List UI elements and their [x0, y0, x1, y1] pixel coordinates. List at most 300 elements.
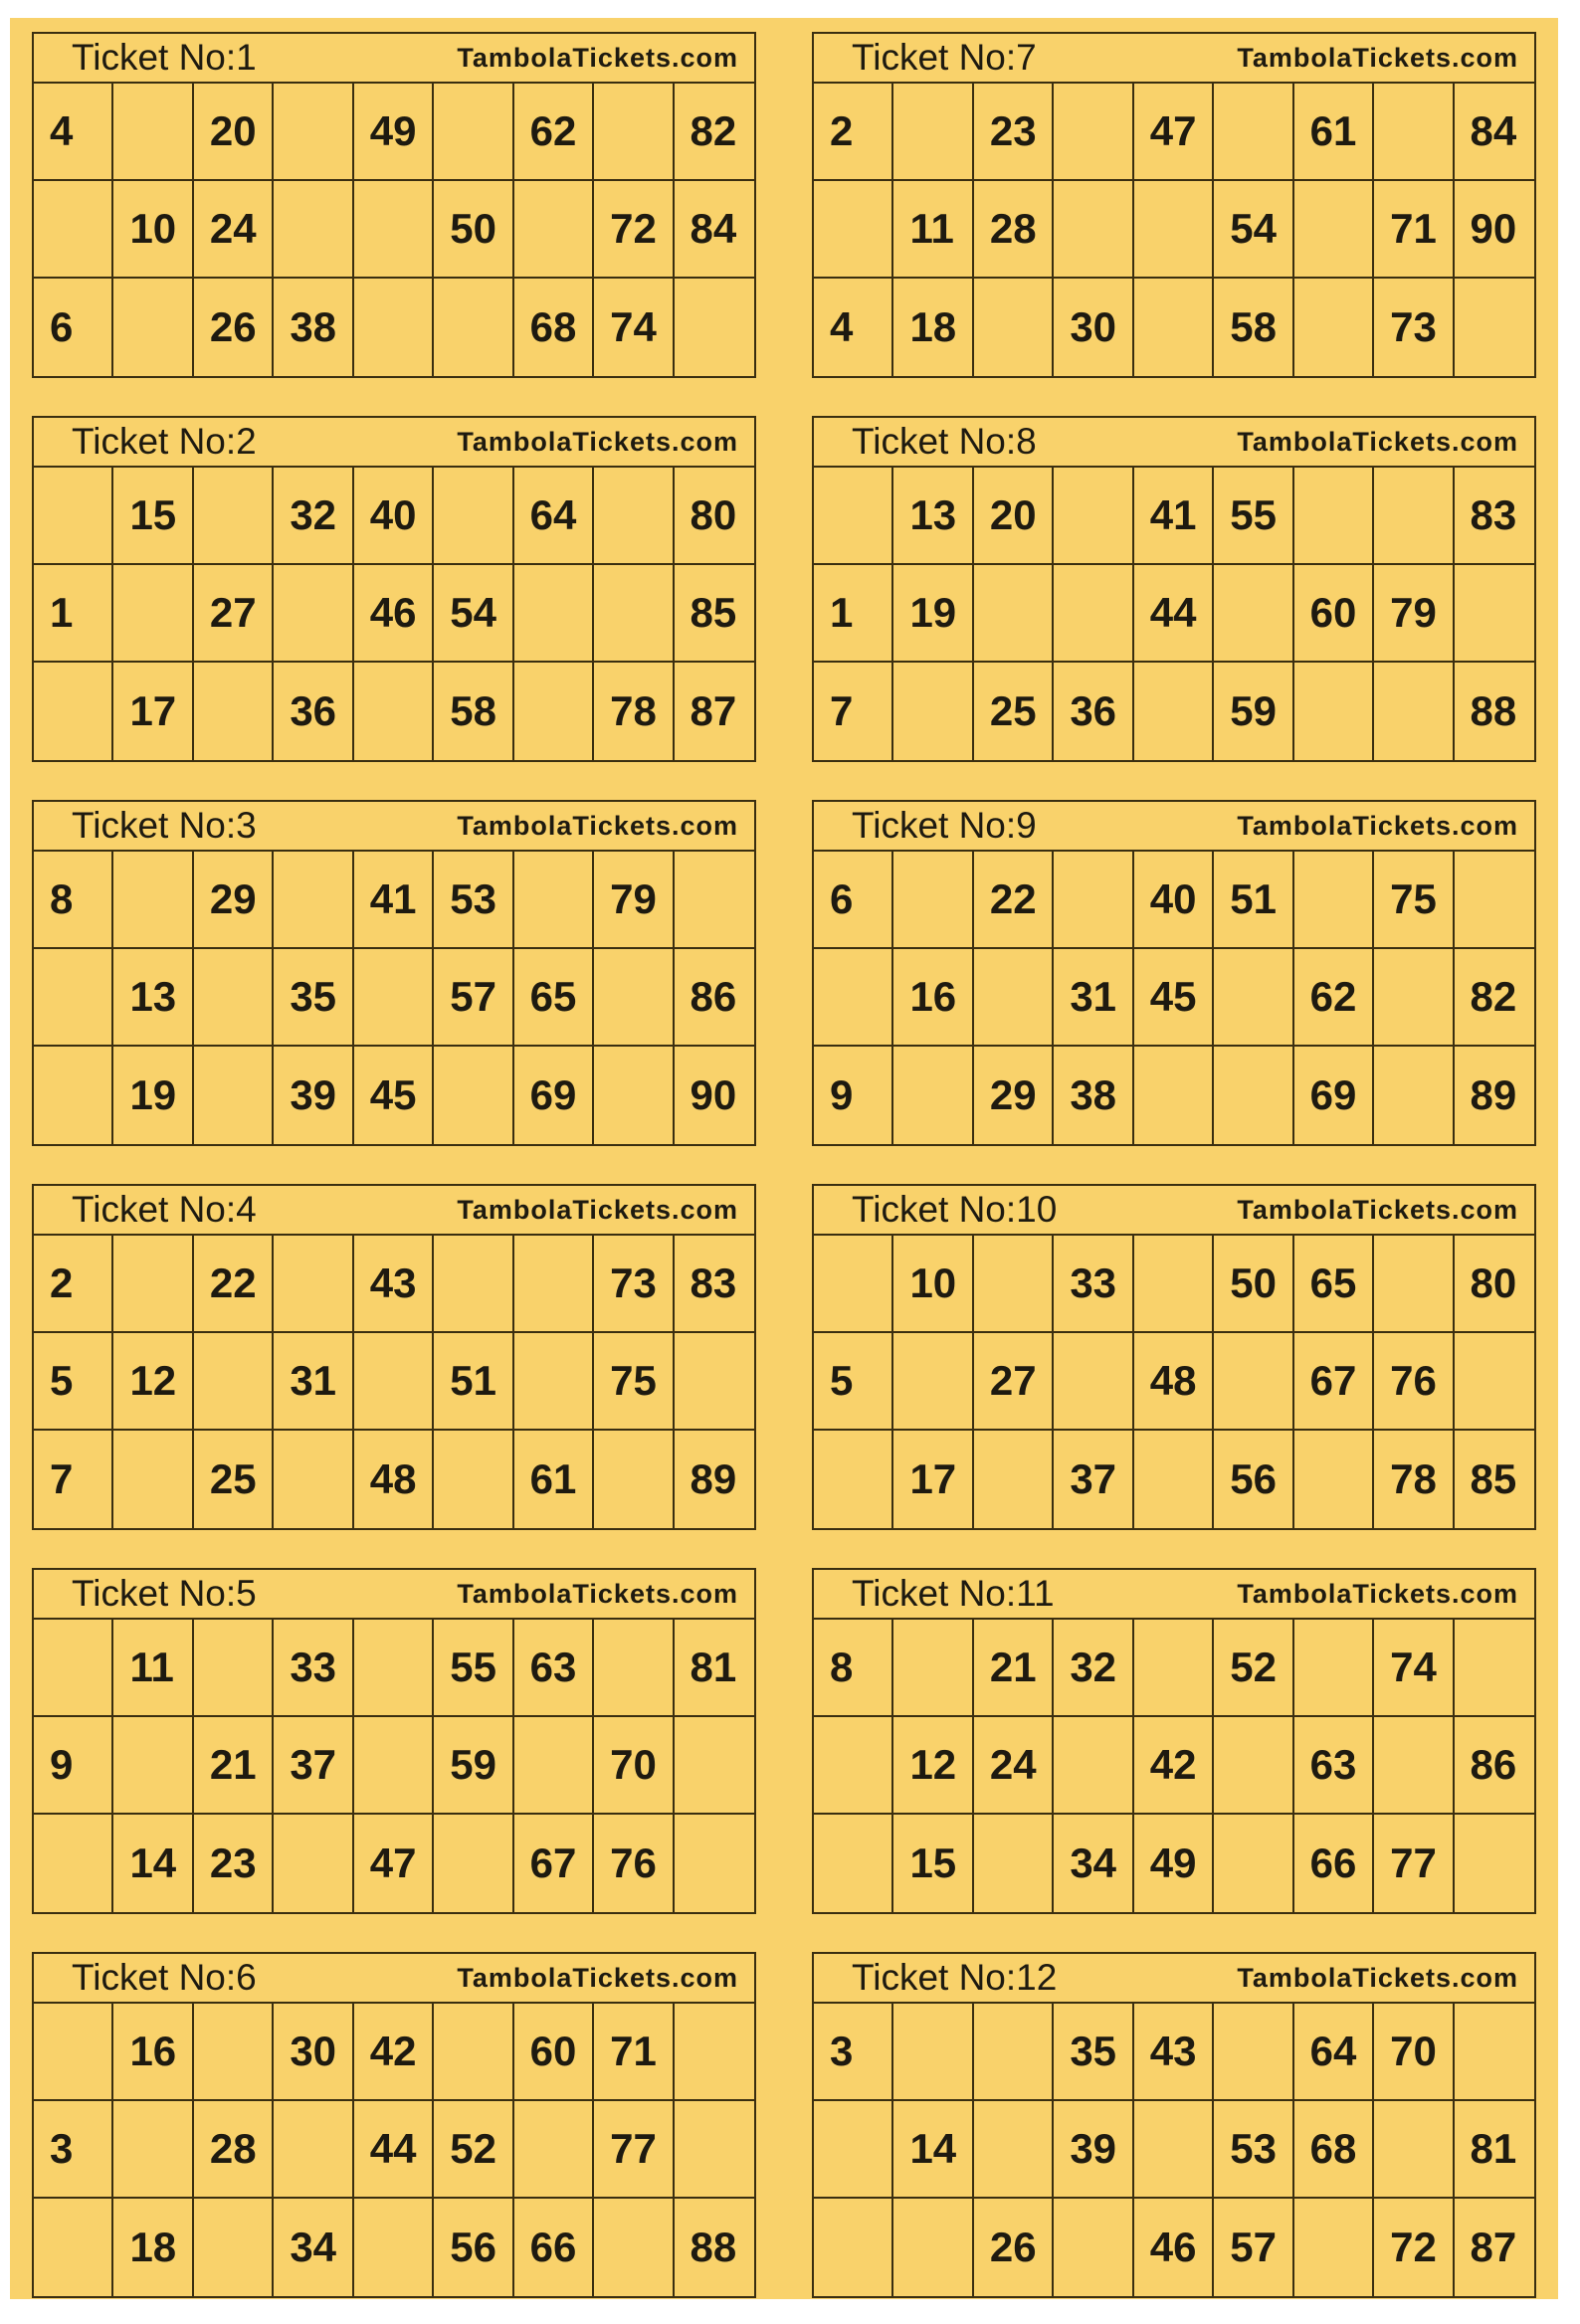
ticket-cell-empty: [354, 663, 434, 760]
ticket-cell-number: 49: [1134, 1815, 1214, 1912]
ticket-cell-number: 26: [194, 279, 274, 376]
ticket-cell-number: 49: [354, 84, 434, 181]
ticket-cell-empty: [1214, 1815, 1293, 1912]
ticket-cell-empty: [354, 949, 434, 1047]
ticket-cell-number: 30: [1054, 279, 1133, 376]
ticket-cell-number: 85: [675, 565, 754, 663]
ticket-cell-empty: [1134, 1620, 1214, 1717]
ticket-cell-empty: [1214, 949, 1293, 1047]
ticket-cell-number: 17: [893, 1431, 973, 1528]
ticket-cell-empty: [194, 2004, 274, 2101]
ticket-cell-number: 11: [893, 181, 973, 279]
ticket-cell-number: 78: [594, 663, 674, 760]
ticket-cell-number: 81: [1455, 2101, 1534, 2199]
ticket-header: [34, 34, 754, 84]
ticket-cell-number: 77: [1374, 1815, 1454, 1912]
ticket-cell-number: 66: [514, 2199, 594, 2296]
ticket-number-grid: [814, 84, 1534, 376]
ticket-cell-number: 84: [1455, 84, 1534, 181]
ticket-cell-empty: [675, 852, 754, 949]
ticket-cell-number: 1: [34, 565, 113, 663]
ticket-cell-empty: [354, 181, 434, 279]
ticket-cell-empty: [1374, 2101, 1454, 2199]
ticket-cell-empty: [1054, 181, 1133, 279]
ticket-cell-empty: [514, 1236, 594, 1333]
ticket-sheet: [10, 18, 1558, 2299]
ticket-cell-number: 10: [893, 1236, 973, 1333]
ticket-card: [812, 800, 1536, 1146]
ticket-cell-number: 16: [893, 949, 973, 1047]
ticket-cell-number: 68: [1294, 2101, 1374, 2199]
ticket-cell-number: 74: [594, 279, 674, 376]
ticket-cell-number: 87: [690, 687, 737, 734]
ticket-cell-number: 62: [514, 84, 594, 181]
ticket-cell-number: 83: [675, 1236, 754, 1333]
ticket-cell-empty: [1054, 2199, 1133, 2296]
ticket-cell-number: 61: [1294, 84, 1374, 181]
ticket-cell-empty: [1374, 1047, 1454, 1144]
site-watermark-label: TambolaTickets.com: [1237, 810, 1518, 841]
ticket-cell-number: 10: [113, 181, 193, 279]
ticket-cell-empty: [514, 663, 594, 760]
ticket-cell-number: 43: [354, 1236, 434, 1333]
ticket-card: [812, 416, 1536, 762]
ticket-cell-number: 61: [514, 1431, 594, 1528]
ticket-cell-empty: [594, 2199, 674, 2296]
ticket-cell-empty: [1294, 279, 1374, 376]
ticket-cell-number: 54: [1214, 181, 1293, 279]
ticket-cell-empty: [1214, 1047, 1293, 1144]
ticket-cell-empty: [34, 1620, 113, 1717]
ticket-number-label: Ticket No:5: [72, 1573, 257, 1614]
ticket-cell-number: 23: [194, 1815, 274, 1912]
ticket-cell-number: 29: [974, 1047, 1054, 1144]
ticket-cell-empty: [1134, 663, 1214, 760]
ticket-header: [34, 1186, 754, 1236]
ticket-cell-empty: [274, 1815, 353, 1912]
ticket-cell-number: 57: [434, 949, 513, 1047]
ticket-cell-number: 43: [1134, 2004, 1214, 2101]
ticket-cell-number: 24: [974, 1717, 1054, 1815]
ticket-cell-number: 44: [354, 2101, 434, 2199]
ticket-cell-number: 64: [1294, 2004, 1374, 2101]
ticket-cell-number: 35: [1054, 2004, 1133, 2101]
ticket-cell-number: 86: [675, 949, 754, 1047]
ticket-cell-empty: [1054, 852, 1133, 949]
ticket-cell-empty: [1455, 2004, 1534, 2101]
ticket-cell-number: 88: [690, 2224, 737, 2270]
ticket-cell-number: 72: [594, 181, 674, 279]
ticket-cell-empty: [354, 1717, 434, 1815]
ticket-cell-empty: [1134, 2101, 1214, 2199]
ticket-cell-number: 79: [594, 852, 674, 949]
ticket-cell-number: 40: [354, 468, 434, 565]
ticket-number-label: Ticket No:4: [72, 1189, 257, 1230]
ticket-cell-empty: [274, 1431, 353, 1528]
ticket-cell-empty: [675, 1717, 754, 1815]
ticket-cell-number: 63: [1294, 1717, 1374, 1815]
ticket-cell-number: 5: [814, 1333, 893, 1431]
ticket-cell-number: 55: [434, 1620, 513, 1717]
ticket-cell-empty: [1214, 1717, 1293, 1815]
ticket-cell-number: 71: [1374, 181, 1454, 279]
ticket-cell-number: 85: [1470, 1455, 1517, 1502]
ticket-number-label: Ticket No:12: [852, 1957, 1058, 1998]
ticket-cell-empty: [974, 565, 1054, 663]
ticket-cell-number: 53: [1214, 2101, 1293, 2199]
site-watermark-label: TambolaTickets.com: [457, 810, 738, 841]
ticket-cell-empty: [675, 1815, 754, 1912]
ticket-cell-number: 75: [1374, 852, 1454, 949]
ticket-cell-number: 34: [1054, 1815, 1133, 1912]
ticket-cell-empty: [1294, 1620, 1374, 1717]
ticket-cell-empty: [194, 2199, 274, 2296]
ticket-cell-number: 76: [1374, 1333, 1454, 1431]
ticket-cell-number: 70: [1374, 2004, 1454, 2101]
site-watermark-label: TambolaTickets.com: [1237, 1194, 1518, 1225]
ticket-cell-number: 17: [113, 663, 193, 760]
ticket-cell-empty: [194, 1047, 274, 1144]
ticket-cell-empty: [594, 565, 674, 663]
ticket-cell-number: 20: [974, 468, 1054, 565]
ticket-cell-empty: [893, 2004, 973, 2101]
ticket-cell-empty: [1374, 663, 1454, 760]
ticket-cell-empty: [974, 1431, 1054, 1528]
ticket-cell-number: 2: [814, 84, 893, 181]
ticket-cell-number: 15: [113, 468, 193, 565]
ticket-number-grid: [34, 1620, 754, 1912]
ticket-cell-empty: [113, 84, 193, 181]
site-watermark-label: TambolaTickets.com: [1237, 1962, 1518, 1993]
ticket-cell-empty: [594, 1620, 674, 1717]
ticket-cell-empty: [434, 1047, 513, 1144]
ticket-header: [814, 34, 1534, 84]
ticket-cell-number: 37: [1054, 1431, 1133, 1528]
ticket-cell-number: 31: [274, 1333, 353, 1431]
ticket-cell-empty: [893, 2199, 973, 2296]
ticket-cell-number: 33: [274, 1620, 353, 1717]
ticket-cell-empty: [113, 1236, 193, 1333]
ticket-card: [32, 1184, 756, 1530]
ticket-cell-empty: [1214, 2004, 1293, 2101]
ticket-cell-number: 50: [1214, 1236, 1293, 1333]
ticket-cell-empty: [1374, 84, 1454, 181]
ticket-cell-number: 69: [514, 1047, 594, 1144]
ticket-cell-empty: [594, 84, 674, 181]
ticket-cell-number: 48: [1134, 1333, 1214, 1431]
ticket-cell-number: 89: [1470, 1071, 1517, 1118]
ticket-cell-empty: [514, 852, 594, 949]
ticket-cell-empty: [354, 1333, 434, 1431]
ticket-cell-empty: [1455, 1333, 1534, 1431]
ticket-cell-number: 62: [1294, 949, 1374, 1047]
ticket-cell-empty: [675, 279, 754, 376]
ticket-cell-number: 8: [34, 852, 113, 949]
ticket-header: [34, 802, 754, 852]
ticket-cell-number: 27: [974, 1333, 1054, 1431]
ticket-cell-empty: [974, 1815, 1054, 1912]
ticket-cell-empty: [1054, 1717, 1133, 1815]
ticket-cell-number: 26: [974, 2199, 1054, 2296]
ticket-cell-empty: [974, 2004, 1054, 2101]
ticket-cell-empty: [1455, 1620, 1534, 1717]
ticket-card: [32, 1568, 756, 1914]
ticket-cell-number: 23: [974, 84, 1054, 181]
ticket-cell-number: 31: [1054, 949, 1133, 1047]
ticket-cell-number: 90: [1455, 181, 1534, 279]
ticket-cell-number: 56: [434, 2199, 513, 2296]
ticket-cell-empty: [113, 1717, 193, 1815]
ticket-number-label: Ticket No:11: [852, 1573, 1055, 1614]
ticket-cell-number: 73: [1374, 279, 1454, 376]
ticket-cell-empty: [1054, 84, 1133, 181]
ticket-cell-number: 28: [974, 181, 1054, 279]
ticket-cell-empty: [274, 181, 353, 279]
ticket-cell-empty: [194, 663, 274, 760]
ticket-cell-number: 41: [1134, 468, 1214, 565]
ticket-cell-empty: [594, 468, 674, 565]
ticket-cell-empty: [434, 468, 513, 565]
ticket-cell-number: 14: [113, 1815, 193, 1912]
ticket-cell-number: 29: [194, 852, 274, 949]
ticket-header: [814, 1186, 1534, 1236]
ticket-number-grid: [814, 2004, 1534, 2296]
ticket-cell-number: 76: [594, 1815, 674, 1912]
ticket-cell-number: 22: [974, 852, 1054, 949]
ticket-cell-empty: [34, 1815, 113, 1912]
ticket-cell-number: 47: [354, 1815, 434, 1912]
ticket-cell-empty: [594, 1047, 674, 1144]
ticket-cell-number: 7: [34, 1431, 113, 1528]
ticket-cell-number: 55: [1214, 468, 1293, 565]
ticket-number-grid: [34, 852, 754, 1144]
ticket-card: [812, 1184, 1536, 1530]
ticket-card: [812, 32, 1536, 378]
ticket-cell-number: 2: [34, 1236, 113, 1333]
ticket-cell-number: 9: [814, 1047, 893, 1144]
ticket-cell-number: 88: [1470, 687, 1517, 734]
site-watermark-label: TambolaTickets.com: [457, 42, 738, 73]
ticket-cell-empty: [113, 565, 193, 663]
ticket-cell-empty: [893, 1047, 973, 1144]
ticket-cell-number: 63: [514, 1620, 594, 1717]
ticket-cell-number: 19: [893, 565, 973, 663]
ticket-cell-number: 65: [514, 949, 594, 1047]
ticket-cell-empty: [893, 663, 973, 760]
ticket-cell-empty: [675, 2101, 754, 2199]
ticket-number-label: Ticket No:1: [72, 37, 257, 78]
ticket-header: [34, 418, 754, 468]
ticket-cell-number: 65: [1294, 1236, 1374, 1333]
ticket-cell-empty: [1374, 1717, 1454, 1815]
ticket-cell-empty: [354, 1620, 434, 1717]
ticket-header: [814, 802, 1534, 852]
ticket-cell-number: 90: [690, 1071, 737, 1118]
ticket-cell-number: 5: [34, 1333, 113, 1431]
ticket-cell-number: 24: [194, 181, 274, 279]
ticket-cell-empty: [1294, 852, 1374, 949]
ticket-number-grid: [814, 468, 1534, 760]
ticket-cell-empty: [1134, 1236, 1214, 1333]
ticket-cell-empty: [814, 2101, 893, 2199]
ticket-cell-number: 66: [1294, 1815, 1374, 1912]
ticket-cell-number: 25: [194, 1431, 274, 1528]
ticket-cell-number: 54: [434, 565, 513, 663]
ticket-cell-number: 41: [354, 852, 434, 949]
ticket-cell-empty: [1134, 1047, 1214, 1144]
ticket-number-label: Ticket No:6: [72, 1957, 257, 1998]
ticket-cell-number: 72: [1374, 2199, 1454, 2296]
ticket-cell-empty: [434, 2004, 513, 2101]
ticket-cell-number: 14: [893, 2101, 973, 2199]
ticket-cell-number: 74: [1374, 1620, 1454, 1717]
ticket-number-grid: [814, 1620, 1534, 1912]
ticket-cell-number: 4: [814, 279, 893, 376]
ticket-cell-number: 75: [594, 1333, 674, 1431]
ticket-cell-empty: [1455, 565, 1534, 663]
ticket-cell-number: 89: [690, 1455, 737, 1502]
ticket-cell-number: 47: [1134, 84, 1214, 181]
ticket-cell-number: 12: [113, 1333, 193, 1431]
ticket-cell-number: 78: [1374, 1431, 1454, 1528]
ticket-cell-empty: [1134, 1431, 1214, 1528]
ticket-cell-empty: [893, 1620, 973, 1717]
ticket-cell-number: 46: [354, 565, 434, 663]
ticket-cell-number: 13: [113, 949, 193, 1047]
ticket-cell-number: 18: [893, 279, 973, 376]
ticket-cell-number: 33: [1054, 1236, 1133, 1333]
site-watermark-label: TambolaTickets.com: [1237, 42, 1518, 73]
ticket-number-grid: [34, 84, 754, 376]
ticket-number-grid: [34, 2004, 754, 2296]
ticket-cell-empty: [1294, 181, 1374, 279]
ticket-cell-empty: [434, 1236, 513, 1333]
ticket-cell-empty: [194, 1620, 274, 1717]
ticket-cell-number: 58: [1214, 279, 1293, 376]
ticket-cell-number: 30: [274, 2004, 353, 2101]
ticket-number-label: Ticket No:7: [852, 37, 1037, 78]
ticket-cell-empty: [814, 1236, 893, 1333]
ticket-cell-number: 68: [514, 279, 594, 376]
ticket-number-label: Ticket No:2: [72, 421, 257, 462]
ticket-cell-empty: [1374, 468, 1454, 565]
ticket-cell-empty: [814, 1717, 893, 1815]
ticket-cell-number: 82: [1455, 949, 1534, 1047]
ticket-cell-empty: [434, 84, 513, 181]
ticket-cell-empty: [34, 2004, 113, 2101]
ticket-cell-empty: [1294, 468, 1374, 565]
ticket-cell-number: 35: [274, 949, 353, 1047]
ticket-cell-empty: [1455, 279, 1534, 376]
ticket-cell-number: 50: [434, 181, 513, 279]
ticket-cell-number: 70: [594, 1717, 674, 1815]
ticket-cell-empty: [274, 852, 353, 949]
ticket-cell-empty: [974, 279, 1054, 376]
ticket-cell-empty: [893, 84, 973, 181]
ticket-card: [32, 1952, 756, 2298]
ticket-card: [812, 1568, 1536, 1914]
ticket-cell-number: 69: [1294, 1047, 1374, 1144]
ticket-cell-empty: [434, 279, 513, 376]
ticket-cell-number: 12: [893, 1717, 973, 1815]
ticket-cell-empty: [113, 1431, 193, 1528]
ticket-cell-number: 4: [34, 84, 113, 181]
ticket-cell-empty: [194, 949, 274, 1047]
ticket-cell-empty: [194, 1333, 274, 1431]
ticket-cell-number: 42: [354, 2004, 434, 2101]
ticket-cell-number: 34: [274, 2199, 353, 2296]
ticket-cell-number: 18: [113, 2199, 193, 2296]
ticket-cell-number: 42: [1134, 1717, 1214, 1815]
ticket-cell-empty: [274, 84, 353, 181]
ticket-cell-number: 83: [1455, 468, 1534, 565]
site-watermark-label: TambolaTickets.com: [1237, 426, 1518, 457]
ticket-header: [34, 1570, 754, 1620]
ticket-cell-empty: [34, 1047, 113, 1144]
ticket-cell-number: 56: [1214, 1431, 1293, 1528]
ticket-cell-number: 21: [194, 1717, 274, 1815]
ticket-cell-number: 36: [274, 663, 353, 760]
ticket-cell-number: 32: [1054, 1620, 1133, 1717]
ticket-cell-empty: [814, 2199, 893, 2296]
ticket-cell-number: 3: [814, 2004, 893, 2101]
ticket-cell-empty: [1374, 1236, 1454, 1333]
ticket-cell-empty: [594, 1431, 674, 1528]
site-watermark-label: TambolaTickets.com: [457, 426, 738, 457]
ticket-cell-number: 52: [434, 2101, 513, 2199]
ticket-cell-empty: [1294, 663, 1374, 760]
ticket-cell-empty: [194, 468, 274, 565]
ticket-cell-empty: [1134, 181, 1214, 279]
ticket-cell-empty: [354, 2199, 434, 2296]
ticket-cell-number: 60: [1294, 565, 1374, 663]
ticket-cell-number: 9: [34, 1717, 113, 1815]
ticket-cell-empty: [1294, 1431, 1374, 1528]
ticket-cell-empty: [434, 1431, 513, 1528]
ticket-number-grid: [814, 852, 1534, 1144]
ticket-cell-empty: [893, 1333, 973, 1431]
ticket-cell-number: 64: [514, 468, 594, 565]
ticket-card: [32, 800, 756, 1146]
ticket-cell-number: 6: [34, 279, 113, 376]
ticket-cell-empty: [34, 181, 113, 279]
ticket-cell-number: 57: [1214, 2199, 1293, 2296]
ticket-number-grid: [34, 468, 754, 760]
ticket-cell-empty: [274, 565, 353, 663]
ticket-number-label: Ticket No:8: [852, 421, 1037, 462]
ticket-cell-empty: [34, 2199, 113, 2296]
ticket-cell-number: 25: [974, 663, 1054, 760]
ticket-cell-empty: [675, 2004, 754, 2101]
ticket-cell-empty: [514, 2101, 594, 2199]
ticket-cell-number: 87: [1470, 2224, 1517, 2270]
ticket-cell-empty: [113, 852, 193, 949]
ticket-card: [32, 32, 756, 378]
ticket-cell-number: 44: [1134, 565, 1214, 663]
ticket-cell-empty: [675, 1333, 754, 1431]
ticket-cell-number: 38: [274, 279, 353, 376]
ticket-cell-number: 59: [434, 1717, 513, 1815]
ticket-cell-number: 39: [1054, 2101, 1133, 2199]
ticket-cell-empty: [1214, 84, 1293, 181]
site-watermark-label: TambolaTickets.com: [457, 1578, 738, 1609]
ticket-cell-number: 86: [1455, 1717, 1534, 1815]
ticket-cell-empty: [514, 1333, 594, 1431]
ticket-cell-number: 39: [274, 1047, 353, 1144]
ticket-cell-number: 27: [194, 565, 274, 663]
ticket-cell-number: 11: [113, 1620, 193, 1717]
ticket-cell-empty: [1455, 852, 1534, 949]
